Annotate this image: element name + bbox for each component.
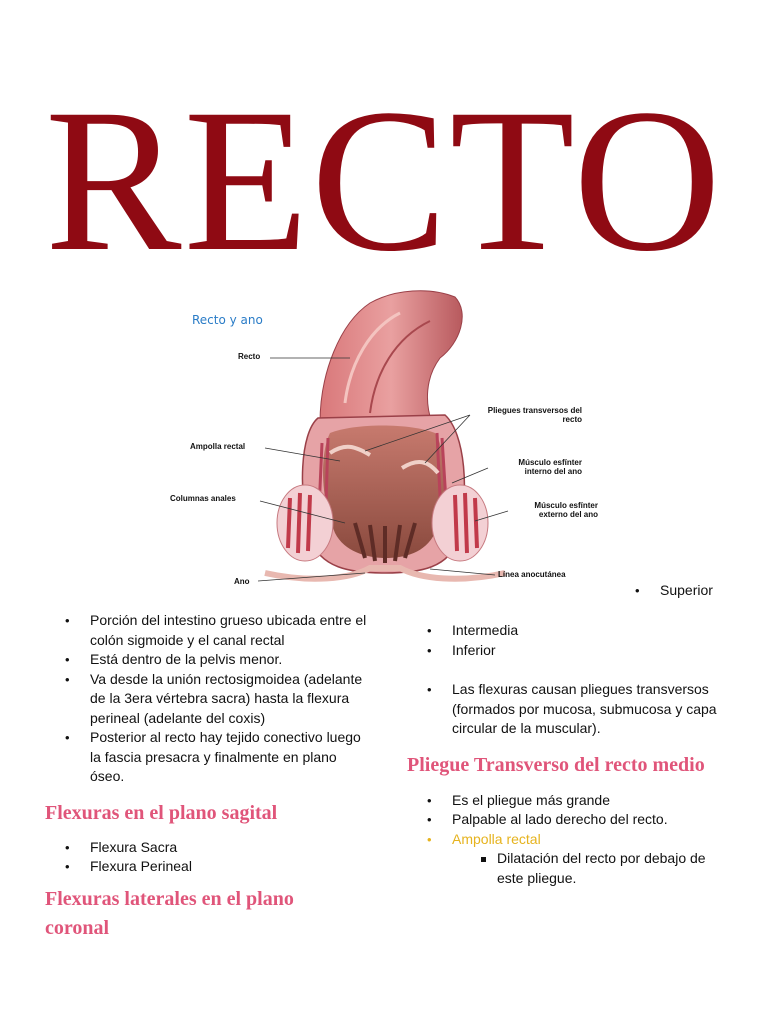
- page-title: RECTO: [44, 67, 724, 294]
- list-item: • Flexura Sacra: [45, 838, 370, 858]
- list-item: • Está dentro de la pelvis menor.: [45, 650, 370, 670]
- rectum-anatomy-illustration: [170, 283, 600, 593]
- label-columnas-anales: Columnas anales: [170, 494, 236, 503]
- label-pliegues-transversos: Pliegues transversos del recto: [487, 406, 582, 424]
- right-column: [407, 621, 732, 888]
- heading-flexuras-sagital: Flexuras en el plano sagital: [45, 801, 278, 824]
- pliegues-list: [407, 680, 732, 739]
- list-item: • Va desde la unión rectosigmoidea (adelante de la 3era vértebra sacra) hasta la flexura perineal (adelante del coxis): [45, 670, 370, 729]
- list-item: • Inferior: [407, 641, 732, 661]
- list-superior: [615, 581, 755, 601]
- flexuras-list: [45, 838, 370, 877]
- list-item: • Las flexuras causan pliegues transversos (formados por mucosa, submucosa y capa circular de la muscular).: [407, 680, 732, 739]
- left-column: [45, 611, 370, 943]
- list-item: • Palpable al lado derecho del recto.: [407, 810, 732, 830]
- list-item: • Flexura Perineal: [45, 857, 370, 877]
- intro-list: [45, 611, 370, 787]
- rectum-anatomy-drawing: [170, 283, 600, 593]
- list-item: • Superior: [615, 581, 755, 601]
- label-ano: Ano: [234, 577, 250, 586]
- label-ampolla-rectal: Ampolla rectal: [190, 442, 246, 451]
- label-linea-anocutanea: Línea anocutánea: [498, 570, 566, 579]
- list-item-ampolla: • Ampolla rectal: [407, 830, 732, 850]
- list-item: • Intermedia: [407, 621, 732, 641]
- flexuras-laterales-list: [407, 621, 732, 660]
- label-esfinter-interno: Músculo esfínter interno del ano: [518, 458, 582, 476]
- sub-list-item: Dilatación del recto por debajo de este pliegue.: [407, 849, 732, 888]
- label-recto: Recto: [238, 352, 261, 361]
- heading-flexuras-coronal: Flexuras laterales en el plano coronal: [45, 887, 294, 939]
- pliegue-medio-list: [407, 791, 732, 889]
- list-item: • Porción del intestino grueso ubicada entre el colón sigmoide y el canal rectal: [45, 611, 370, 650]
- list-item: • Es el pliegue más grande: [407, 791, 732, 811]
- heading-pliegue-medio: Pliegue Transverso del recto medio: [407, 753, 705, 776]
- label-esfinter-externo: Músculo esfínter externo del ano: [534, 501, 598, 519]
- list-item: • Posterior al recto hay tejido conectivo luego la fascia presacra y finalmente en plano óseo.: [45, 728, 370, 787]
- figure-title: Recto y ano: [192, 313, 263, 327]
